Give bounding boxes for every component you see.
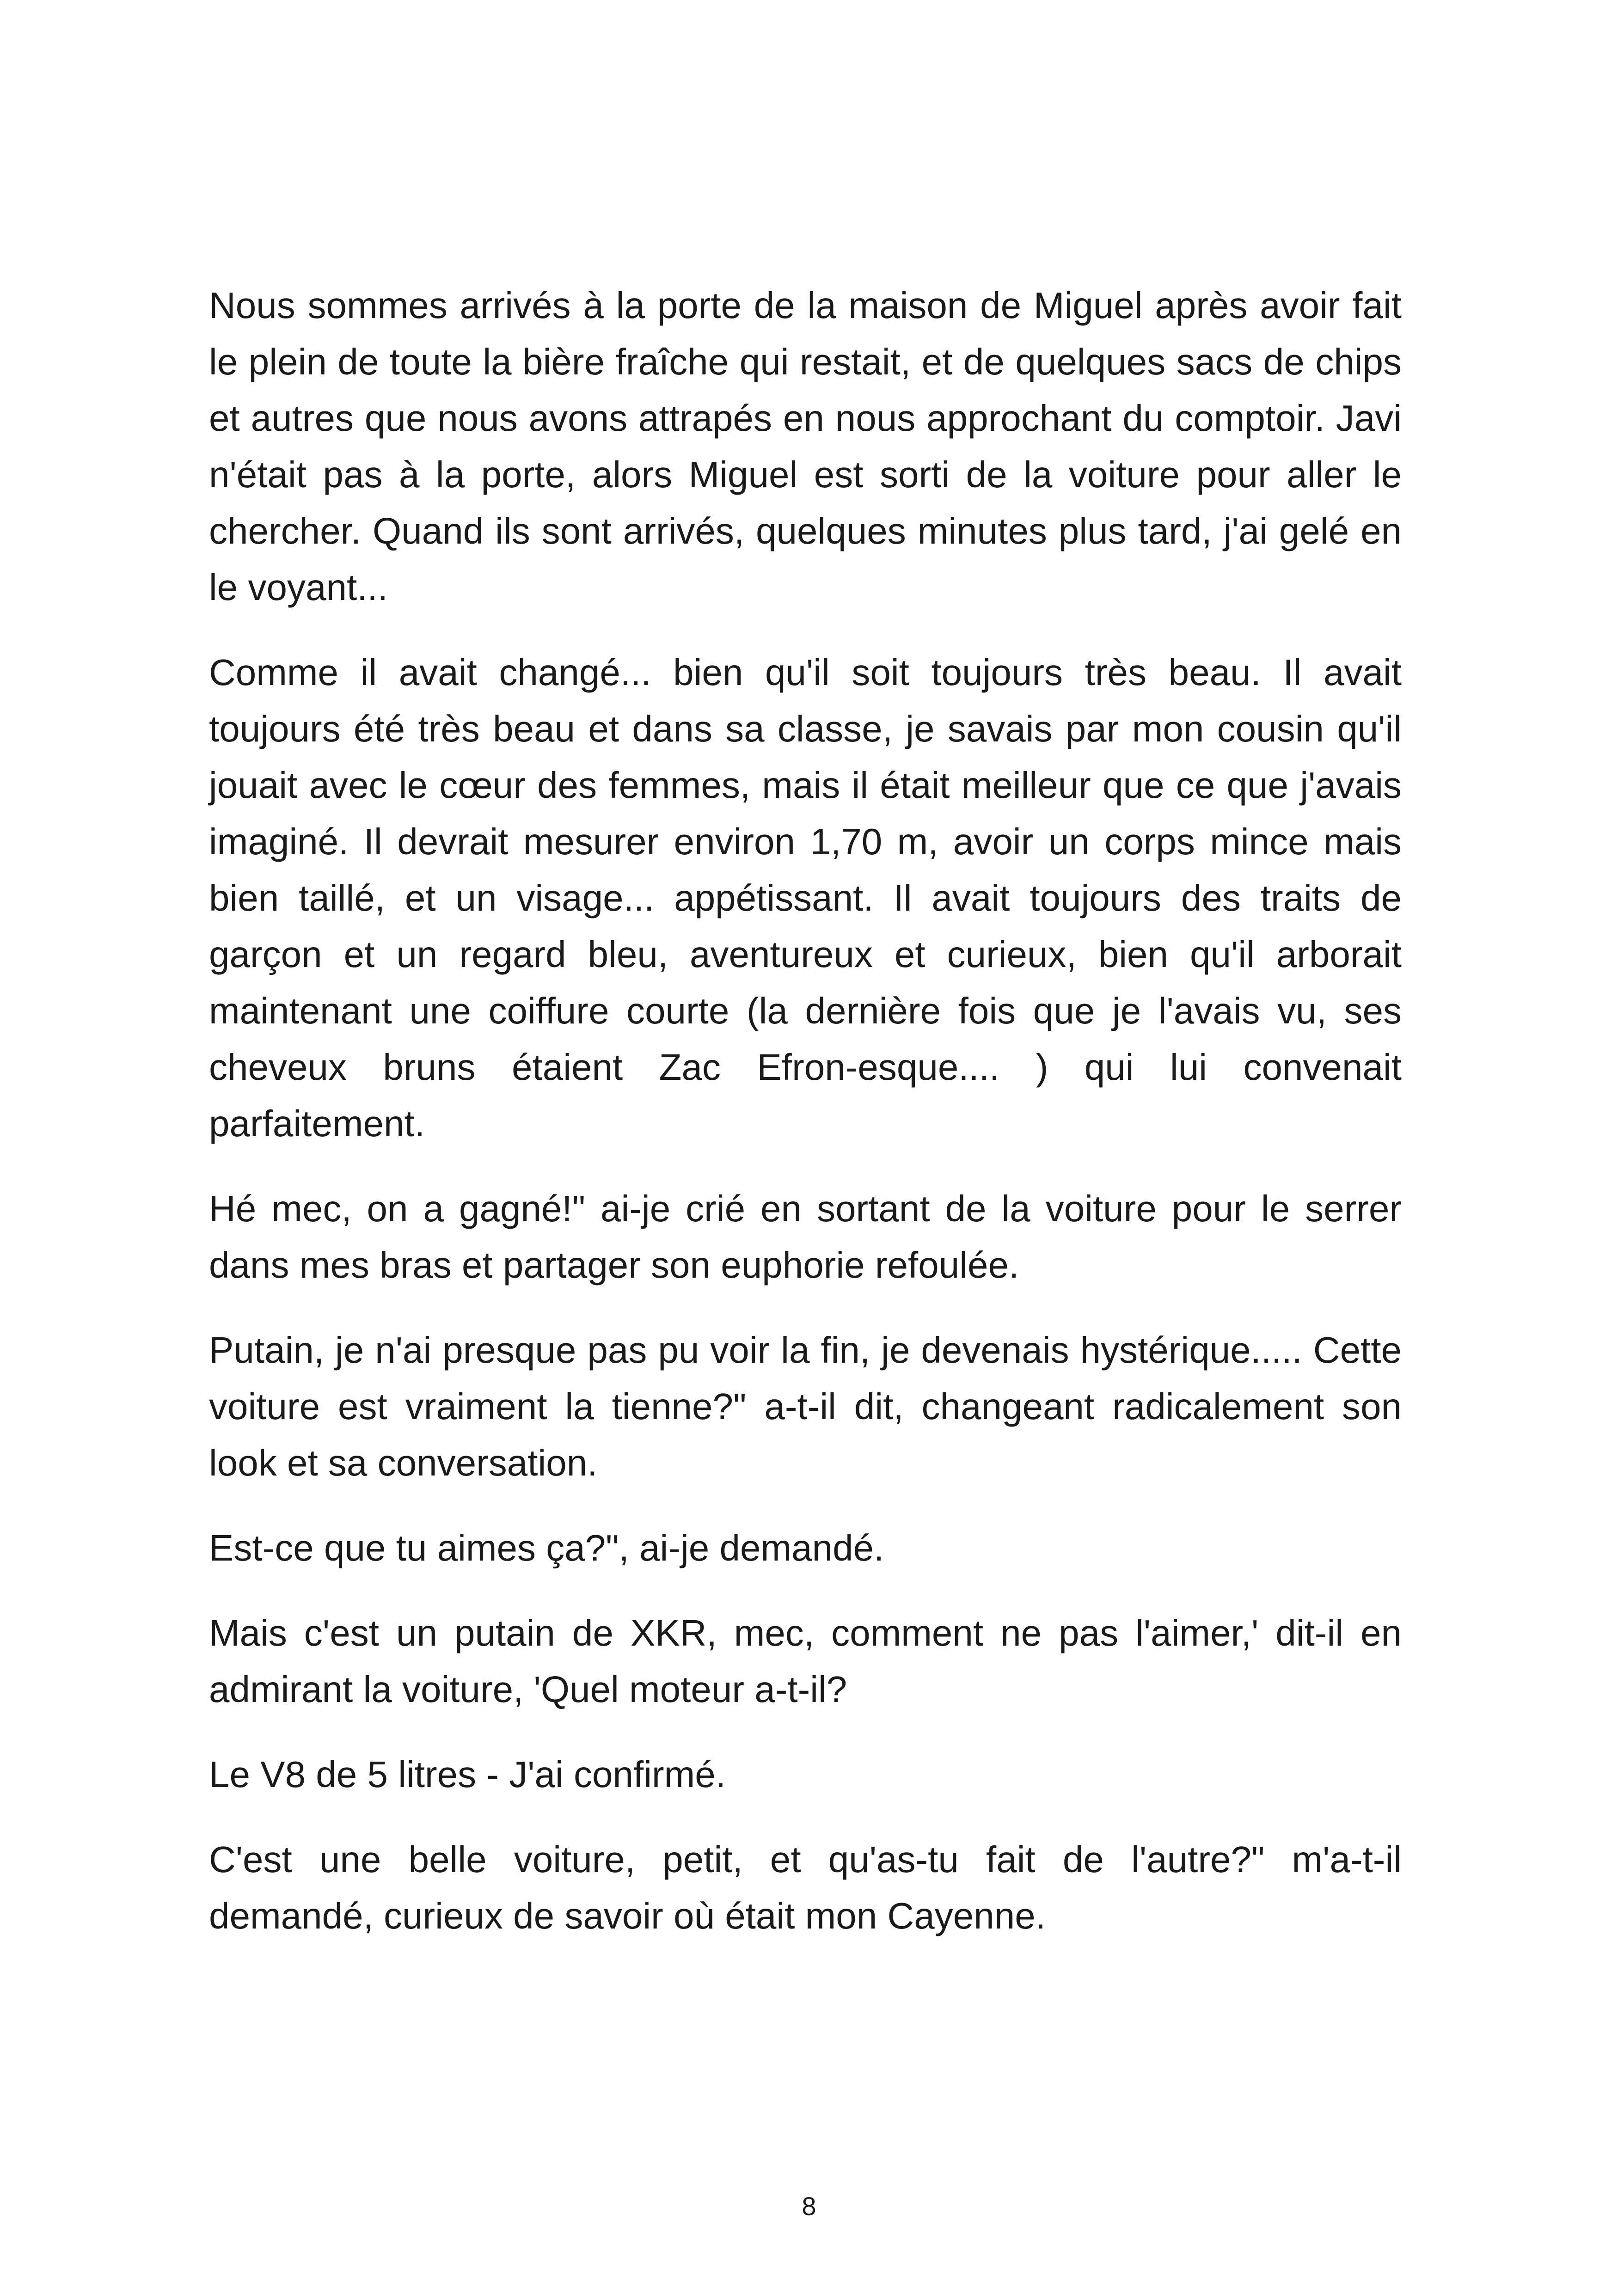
paragraph-4: Putain, je n'ai presque pas pu voir la fin, je devenais hystérique..... Cette voiture est vraiment la tienne?" a-t-il dit, changeant radicalement son look et sa conversation. bbox=[209, 1329, 1402, 1483]
paragraph-3: Hé mec, on a gagné!" ai-je crié en sortant de la voiture pour le serrer dans mes bras et partager son euphorie refoulée. bbox=[209, 1188, 1402, 1286]
body-text bbox=[209, 277, 1402, 1973]
paragraph-1: Nous sommes arrivés à la porte de la maison de Miguel après avoir fait le plein de toute la bière fraîche qui restait, et de quelques sacs de chips et autres que nous avons attrapés en nous approchant du comptoir. Javi n'était pas à la porte, alors Miguel est sorti de la voiture pour aller le chercher. Quand ils sont arrivés, quelques minutes plus tard, j'ai gelé en le voyant... bbox=[209, 285, 1402, 608]
paragraph-6: Mais c'est un putain de XKR, mec, comment ne pas l'aimer,' dit-il en admirant la voiture, 'Quel moteur a-t-il? bbox=[209, 1612, 1402, 1710]
paragraph-5: Est-ce que tu aimes ça?", ai-je demandé. bbox=[209, 1527, 884, 1568]
page-number: 8 bbox=[802, 2192, 816, 2221]
paragraph-8: C'est une belle voiture, petit, et qu'as-tu fait de l'autre?" m'a-t-il demandé, curieux de savoir où était mon Cayenne. bbox=[209, 1839, 1402, 1936]
paragraph-2: Comme il avait changé... bien qu'il soit toujours très beau. Il avait toujours été très beau et dans sa classe, je savais par mon cousin qu'il jouait avec le cœur des femmes, mais il était meilleur que ce que j'avais imaginé. Il devrait mesurer environ 1,70 m, avoir un corps mince mais bien taillé, et un visage... appétissant. Il avait toujours des traits de garçon et un regard bleu, aventureux et curieux, bien qu'il arborait maintenant une coiffure courte (la dernière fois que je l'avais vu, ses cheveux bruns étaient Zac Efron-esque.... ) qui lui convenait parfaitement. bbox=[209, 652, 1402, 1144]
paragraph-7: Le V8 de 5 litres - J'ai confirmé. bbox=[209, 1754, 726, 1795]
